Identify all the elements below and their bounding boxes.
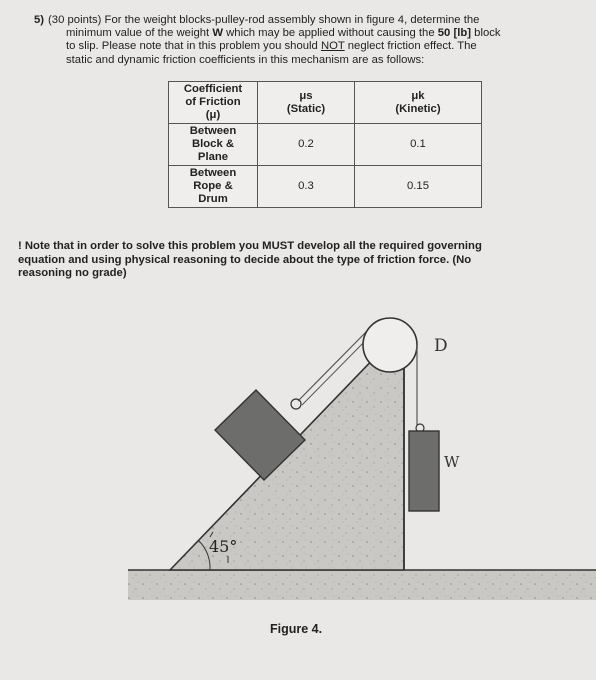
cell-static-rope-drum: 0.3 (258, 166, 355, 208)
weight-label: W (444, 453, 460, 471)
cell-kinetic-rope-drum: 0.15 (355, 166, 482, 208)
header-static (258, 82, 355, 124)
friction-table (168, 81, 482, 208)
header-kinetic (355, 82, 482, 124)
header-coefficient-line-2: of Friction (185, 96, 241, 108)
header-kinetic-symbol: μk (411, 89, 425, 102)
cell-static-block-plane: 0.2 (258, 124, 355, 166)
problem-line-3-a: to slip. Please note that in this problem you should (66, 40, 321, 53)
cell-kinetic-block-plane: 0.1 (355, 124, 482, 166)
ground-hatch (128, 570, 596, 600)
problem-line-3 (34, 40, 574, 53)
problem-line-2-c: block (471, 27, 501, 40)
row-1-label-line-1: Between (189, 125, 237, 137)
grading-note (18, 240, 578, 281)
block-weight-value: 50 [lb] (437, 27, 472, 40)
pulley-incline-figure (0, 300, 596, 620)
weight-symbol: W (212, 27, 223, 40)
row-1-label-line-2: Block & (191, 138, 235, 150)
problem-line-3-b: neglect friction effect. The (344, 40, 477, 53)
header-static-label: (Static) (286, 102, 326, 115)
row-2-label-line-1: Between (189, 167, 237, 179)
problem-line-1: (30 points) For the weight blocks-pulley-rod assembly shown in figure 4, determine the (48, 14, 480, 26)
hanging-weight (409, 431, 439, 511)
note-line-2: equation and using physical reasoning to decide about the type of friction force. (No (18, 253, 472, 266)
problem-number: 5) (34, 14, 45, 26)
not-emphasis: NOT (320, 40, 345, 53)
drum (363, 318, 417, 372)
block-hook-icon (291, 399, 301, 409)
problem-line-2-a: minimum value of the weight (66, 27, 213, 40)
problem-line-2 (34, 27, 574, 40)
table-row (169, 124, 482, 166)
note-line-3: reasoning no grade) (18, 267, 127, 280)
row-label-rope-drum (169, 166, 258, 208)
problem-line-2-b: which may be applied without causing the (222, 27, 438, 40)
header-static-symbol: μs (299, 89, 313, 102)
row-2-label-line-2: Rope & (193, 180, 233, 192)
problem-statement (34, 14, 574, 67)
incline-plane (170, 350, 404, 570)
header-coefficient-line-1: Coefficient (183, 83, 243, 95)
figure-caption: Figure 4. (270, 622, 323, 636)
angle-label: 45° (209, 537, 238, 556)
header-coefficient (169, 82, 258, 124)
drum-label: D (434, 336, 448, 356)
row-label-block-plane (169, 124, 258, 166)
table-header-row (169, 82, 482, 124)
row-2-label-line-3: Drum (198, 193, 228, 205)
table-row (169, 166, 482, 208)
problem-line-4: static and dynamic friction coefficients in this mechanism are as follows: (66, 53, 425, 66)
row-1-label-line-3: Plane (197, 151, 229, 163)
header-coefficient-line-3: (μ) (205, 109, 221, 121)
note-line-1: ! Note that in order to solve this problem you MUST develop all the required governing (18, 240, 482, 252)
header-kinetic-label: (Kinetic) (395, 102, 441, 115)
